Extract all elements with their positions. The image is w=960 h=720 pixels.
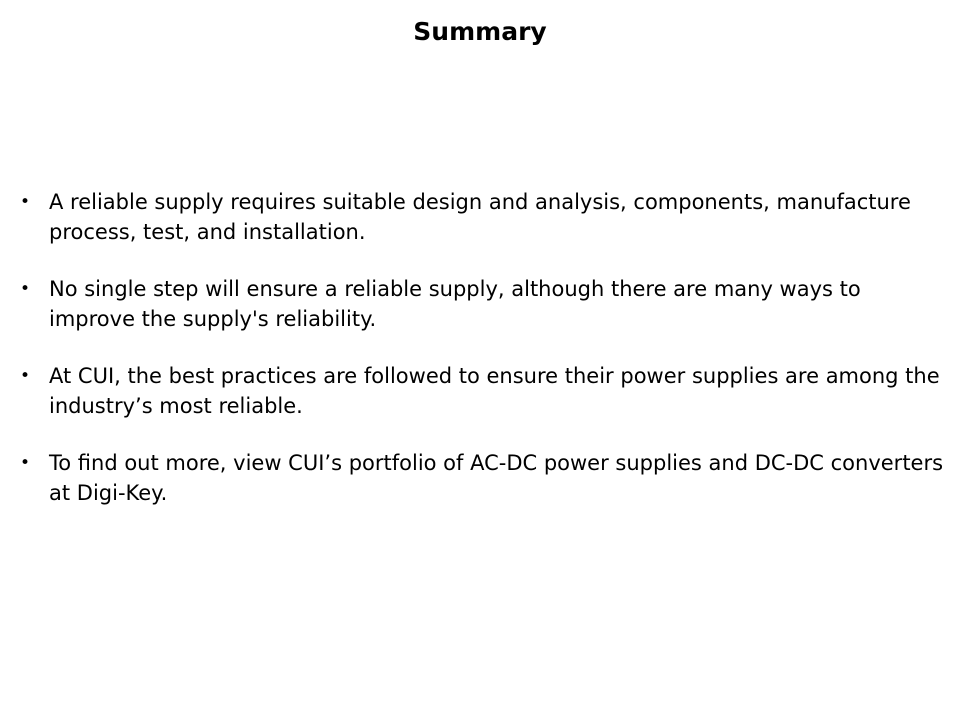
bullet-item-find-out-more: [20, 448, 950, 508]
bullet-text: At CUI, the best practices are followed to ensure their power supplies are among the industry’s most reliable.: [49, 364, 940, 418]
bullet-icon: •: [20, 279, 31, 299]
bullet-icon: •: [20, 192, 31, 212]
bullet-icon: •: [20, 366, 31, 386]
slide-title: Summary: [413, 17, 547, 46]
bullet-text: To find out more, view CUI’s portfolio of AC-DC power supplies and DC-DC converters at Digi-Key.: [49, 451, 944, 505]
bullet-icon: •: [20, 453, 31, 473]
bullet-item-no-single-step: [20, 274, 950, 334]
bullet-item-best-practices: [20, 361, 950, 421]
summary-bullet-list: [20, 187, 950, 535]
bullet-text: A reliable supply requires suitable design and analysis, components, manufacture process, test, and installation.: [49, 190, 911, 244]
bullet-item-design: [20, 187, 950, 247]
bullet-text: No single step will ensure a reliable supply, although there are many ways to improve the supply's reliability.: [49, 277, 861, 331]
